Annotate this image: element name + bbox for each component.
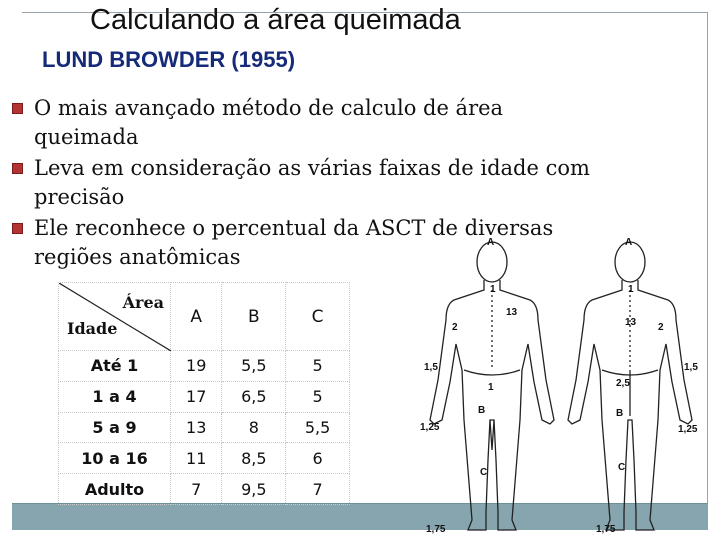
age-cell: Adulto	[59, 474, 171, 505]
region-label: 1,75	[426, 524, 446, 535]
bullet-item	[12, 94, 612, 152]
value-cell: 8	[222, 412, 286, 443]
body-chart-figure	[420, 220, 710, 540]
region-label: 13	[506, 307, 518, 318]
age-cell: 10 a 16	[59, 443, 171, 474]
table-corner-cell	[59, 283, 171, 351]
region-label: 2	[658, 322, 664, 333]
table-row	[59, 351, 350, 382]
table-row	[59, 443, 350, 474]
region-label: 13	[625, 317, 637, 328]
body-outline-diagram	[420, 220, 710, 540]
slide-subtitle: LUND BROWDER (1955)	[42, 47, 296, 72]
region-label: 1,5	[684, 362, 698, 373]
region-label: 1,5	[424, 362, 438, 373]
value-cell: 11	[171, 443, 222, 474]
value-cell: 5	[286, 381, 350, 412]
value-cell: 5,5	[286, 412, 350, 443]
region-label: 2,5	[616, 378, 630, 389]
bullet-item	[12, 154, 612, 212]
region-label: B	[478, 405, 486, 416]
region-label: 1	[628, 284, 634, 295]
region-label: 1	[490, 284, 496, 295]
region-label: 2	[452, 322, 458, 333]
square-bullet-icon	[12, 103, 23, 114]
region-label: C	[618, 462, 626, 473]
table-row	[59, 412, 350, 443]
bullet-text: O mais avançado método de calculo de área queimada	[34, 96, 504, 149]
value-cell: 17	[171, 381, 222, 412]
table-row	[59, 381, 350, 412]
column-header: C	[286, 283, 350, 351]
region-label: 1,75	[596, 524, 616, 535]
value-cell: 6,5	[222, 381, 286, 412]
value-cell: 5	[286, 351, 350, 382]
value-cell: 19	[171, 351, 222, 382]
square-bullet-icon	[12, 163, 23, 174]
age-cell: 1 a 4	[59, 381, 171, 412]
bullet-text: Leva em consideração as várias faixas de idade com precisão	[34, 156, 590, 209]
column-header: A	[171, 283, 222, 351]
age-cell: Até 1	[59, 351, 171, 382]
age-cell: 5 a 9	[59, 412, 171, 443]
region-label: 1	[488, 382, 494, 393]
back-region-labels	[596, 237, 698, 535]
region-label: C	[480, 467, 488, 478]
region-label: 1,25	[420, 422, 440, 433]
column-header: B	[222, 283, 286, 351]
value-cell: 7	[171, 474, 222, 505]
bullet-text: Ele reconhece o percentual da ASCT de diversas regiões anatômicas	[34, 216, 554, 269]
value-cell: 6	[286, 443, 350, 474]
value-cell: 7	[286, 474, 350, 505]
region-label: 1,25	[678, 424, 698, 435]
lund-browder-table	[58, 282, 350, 504]
front-region-labels	[420, 237, 518, 535]
value-cell: 13	[171, 412, 222, 443]
value-cell: 8,5	[222, 443, 286, 474]
corner-age-label: Idade	[67, 319, 118, 338]
square-bullet-icon	[12, 223, 23, 234]
region-label: A	[625, 237, 633, 248]
value-cell: 9,5	[222, 474, 286, 505]
corner-area-label: Área	[122, 293, 164, 312]
value-cell: 5,5	[222, 351, 286, 382]
slide-title: Calculando a área queimada	[90, 4, 461, 36]
region-label: B	[616, 408, 624, 419]
table-header-row	[59, 283, 350, 351]
table-row	[59, 474, 350, 505]
region-label: A	[487, 237, 495, 248]
